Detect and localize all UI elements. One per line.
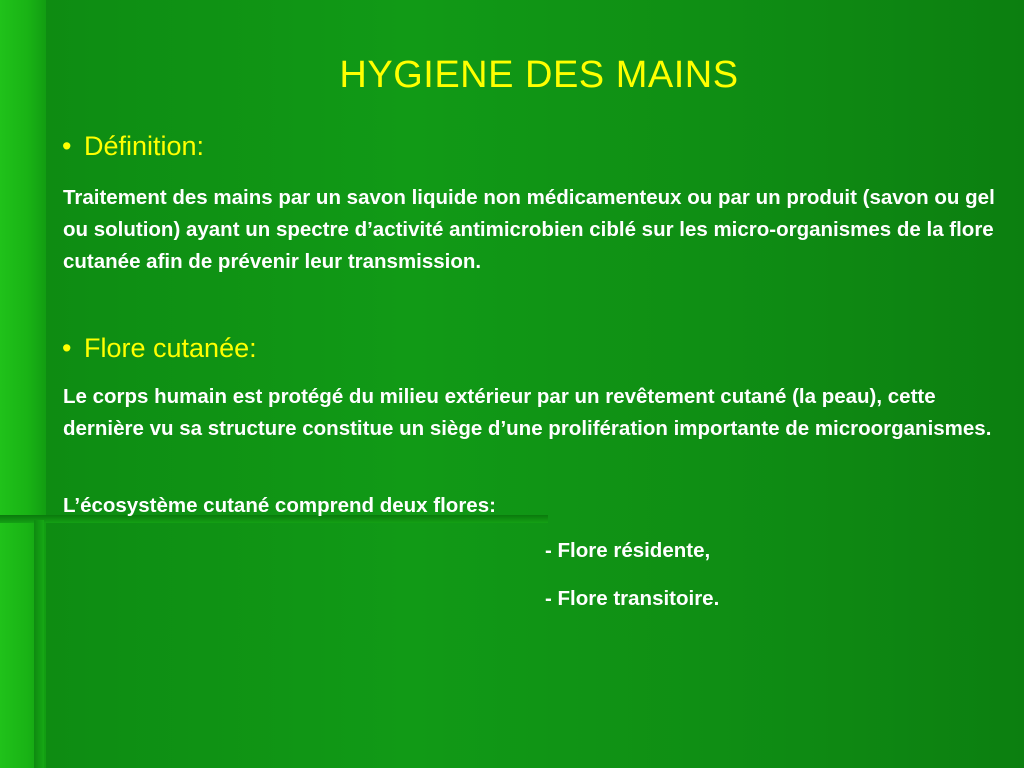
decorative-vertical-band <box>34 520 44 768</box>
section-heading-flore <box>62 332 257 364</box>
slide-title: HYGIENE DES MAINS <box>339 54 739 96</box>
bullet-icon: • <box>62 131 72 161</box>
definition-paragraph: Traitement des mains par un savon liquide non médicamenteux ou par un produit (savon ou gel ou solution) ayant un spectre d’activité antimicrobien ciblé sur les micro-organismes de la flore cutanée afin de prévenir leur transmission. <box>63 186 995 273</box>
list-item-flore-transitoire: - Flore transitoire. <box>545 587 720 610</box>
ecosysteme-paragraph: L’écosystème cutané comprend deux flores: <box>63 494 496 517</box>
list-item-flore-residente: - Flore résidente, <box>545 539 711 562</box>
flore-paragraph: Le corps humain est protégé du milieu extérieur par un revêtement cutané (la peau), cette dernière vu sa structure constitue un siège d’une prolifération importante de microorganismes. <box>63 385 992 440</box>
section-heading-label: Définition: <box>84 131 205 161</box>
bullet-icon: • <box>62 333 72 363</box>
section-heading-definition <box>62 130 204 162</box>
section-heading-label: Flore cutanée: <box>84 333 257 363</box>
